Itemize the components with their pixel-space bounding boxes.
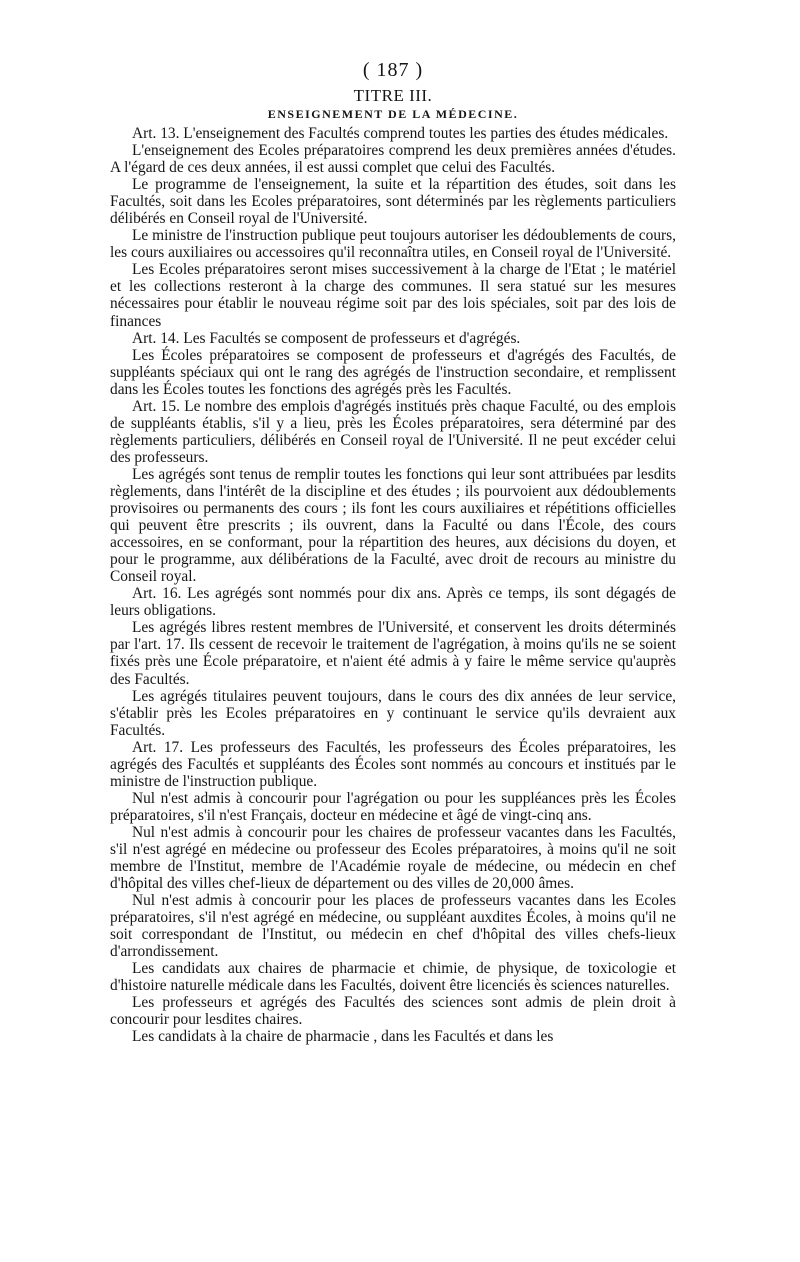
paragraph: Les professeurs et agrégés des Facultés des sciences sont admis de plein droit à concourir pour lesdites chaires. (110, 994, 676, 1029)
paragraph-art-13: Art. 13. L'enseignement des Facultés comprend toutes les parties des études médicales. (132, 125, 669, 142)
paragraph: Les Ecoles préparatoires seront mises successivement à la charge de l'Etat ; le matériel et les collections resteront à la charge des communes. Il sera statué sur les mesures nécessaires pour établir le nouveau régime soit par des lois spéciales, soit par des lois de finances (110, 261, 676, 330)
book-page (110, 58, 676, 1046)
paragraph: Nul n'est admis à concourir pour l'agrégation ou pour les suppléances près les Écoles préparatoires, s'il n'est Français, docteur en médecine et âgé de vingt-cinq ans. (110, 789, 676, 824)
paragraph: Les Écoles préparatoires se composent de professeurs et d'agrégés des Facultés, de suppléants spéciaux qui ont le rang des agrégés de l'instruction secondaire, et remplissent dans les Écoles toutes les fonctions des agrégés près les Facultés. (110, 346, 676, 398)
paragraph: Les agrégés sont tenus de remplir toutes les fonctions qui leur sont attribuées par lesdits règlements, dans l'intérêt de la discipline et des études ; ils pourvoient aux dédoublements provisoires ou permanents des cours ; ils font les cours auxiliaires et répétitions officielles qui peuvent être prescrits ; ils ouvrent, dans la Faculté ou dans l'École, des cours accessoires, en se conformant, pour la répartition des heures, aux décisions du doyen, et pour le programme, aux délibérations de la Faculté, avec droit de recours au ministre du Conseil royal. (110, 465, 676, 586)
paragraph: Les candidats aux chaires de pharmacie et chimie, de physique, de toxicologie et d'histoire naturelle médicale dans les Facultés, doivent être licenciés ès sciences naturelles. (110, 960, 676, 995)
paragraph: Les agrégés libres restent membres de l'Université, et conservent les droits déterminés par l'art. 17. Ils cessent de recevoir le traitement de l'agrégation, à moins qu'ils ne se soient fixés près une École préparatoire, et n'aient été admis à y faire le même service qu'auprès des Facultés. (110, 619, 676, 688)
body-text (110, 125, 676, 1046)
paragraph: Le ministre de l'instruction publique peut toujours autoriser les dédoublements de cours, les cours auxiliaires ou accessoires qu'il reconnaîtra utiles, en Conseil royal de l'Université. (110, 227, 676, 262)
paragraph-art-17: Art. 17. Les professeurs des Facultés, les professeurs des Écoles préparatoires, les agrégés des Facultés et suppléants des Écoles sont nommés au concours et institués par le ministre de l'instruction publique. (110, 738, 676, 790)
paragraph: L'enseignement des Ecoles préparatoires comprend les deux premières années d'études. A l'égard de ces deux années, il est aussi complet que celui des Facultés. (110, 142, 676, 177)
paragraph: Les candidats à la chaire de pharmacie , dans les Facultés et dans les (132, 1028, 554, 1046)
section-subtitle: ENSEIGNEMENT DE LA MÉDECINE. (267, 107, 519, 121)
paragraph: Les agrégés titulaires peuvent toujours, dans le cours des dix années de leur service, s'établir près les Ecoles préparatoires en y continuant le service qu'ils devraient aux Facultés. (110, 687, 676, 739)
section-title: TITRE III. (353, 86, 433, 105)
paragraph: Le programme de l'enseignement, la suite et la répartition des études, soit dans les Facultés, soit dans les Ecoles préparatoires, sont déterminés par les règlements particuliers délibérés en Conseil royal de l'Université. (110, 176, 676, 228)
paragraph-art-16: Art. 16. Les agrégés sont nommés pour dix ans. Après ce temps, ils sont dégagés de leurs obligations. (110, 585, 676, 620)
paragraph-art-14: Art. 14. Les Facultés se composent de professeurs et d'agrégés. (132, 329, 521, 347)
page-number: ( 187 ) (362, 59, 424, 81)
paragraph: Nul n'est admis à concourir pour les chaires de professeur vacantes dans les Facultés, s'il n'est agrégé en médecine ou professeur des Ecoles préparatoires, à moins qu'il ne soit membre de l'Institut, membre de l'Académie royale de médecine, ou médecin en chef d'hôpital des villes chef-lieux de département ou des villes de 20,000 âmes. (110, 823, 676, 893)
paragraph-art-15: Art. 15. Le nombre des emplois d'agrégés institués près chaque Faculté, ou des emplois de suppléants établis, s'il y a lieu, près les Écoles préparatoires, sera déterminé par des règlements particuliers, délibérés en Conseil royal de l'Université. Il ne peut excéder celui des professeurs. (110, 397, 676, 466)
paragraph: Nul n'est admis à concourir pour les places de professeurs vacantes dans les Ecoles préparatoires, s'il n'est agrégé en médecine, ou suppléant auxdites Écoles, à moins qu'il ne soit correspondant de l'Institut, ou médecin en chef d'hôpital des villes chefs-lieux d'arrondissement. (110, 892, 676, 961)
